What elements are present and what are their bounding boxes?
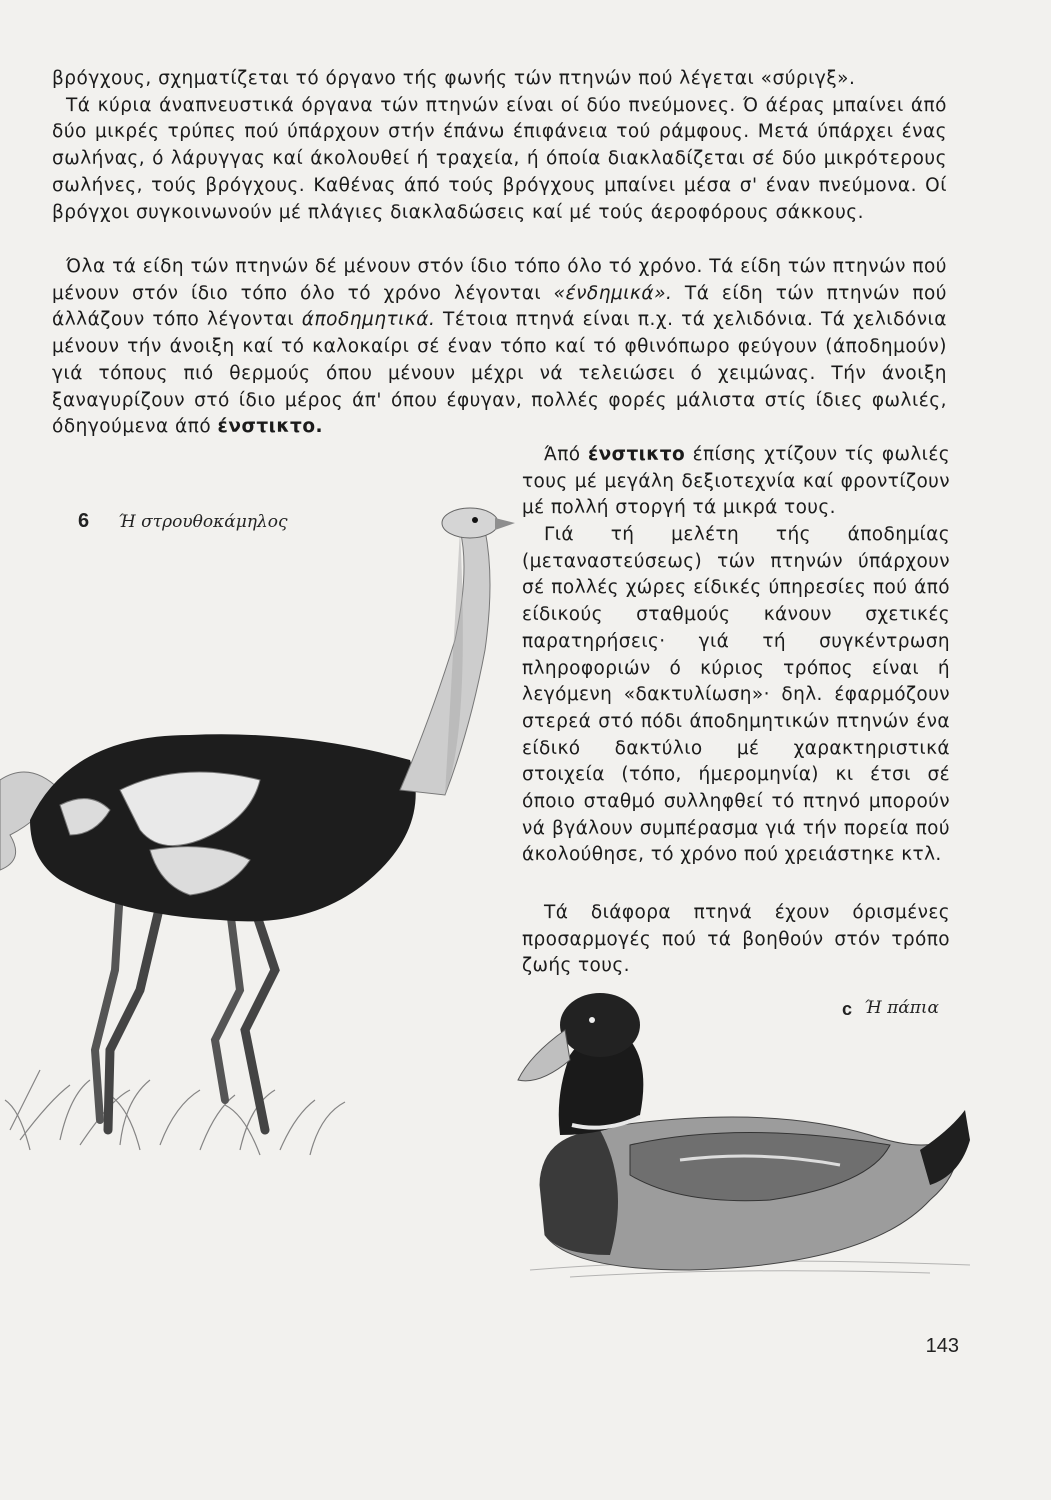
text-line-syrinx: βρόγχους, σχηματίζεται τό όργανο τής φωνής τών πτηνών πού λέγεται «σύριγξ». <box>52 68 856 89</box>
paragraph-ringing <box>522 522 950 869</box>
text-span: Όλα τά είδη τών πτηνών δέ μένουν στόν ίδιο τόπο όλο τό χρόνο. Τά είδη τών πτηνών πού μένουν στόν ίδιο τόπο όλο τό χρόνο λέγονται <box>52 256 947 304</box>
paragraph-migration <box>52 254 947 441</box>
page-number: 143 <box>925 1335 959 1357</box>
paragraph-adaptations <box>522 900 950 980</box>
text-span: Άπό <box>544 444 588 465</box>
figure-caption-ostrich: Ή στρουθοκάμηλος <box>118 512 288 532</box>
term-endemic: «ένδημικά». <box>553 282 673 304</box>
term-instinct-2: ένστικτο <box>587 444 686 465</box>
text-span: Τά είδη τών πτηνών πού άλλάζουν τόπο λέγονται <box>52 282 947 331</box>
duck-illustration <box>510 985 1020 1285</box>
figure-caption-duck: Ή πάπια <box>864 998 940 1018</box>
text-span: Τά διάφορα πτηνά έχουν όρισμένες προσαρμογές πού τά βοηθούν στόν τρόπο ζωής τους. <box>522 902 950 977</box>
text-span: έπίσης χτίζουν τίς φωλιές τους μέ μεγάλη δεξιοτεχνία καί φροντίζουν μέ πολλή στοργή τά μικρά τους. <box>522 444 950 519</box>
figure-number-duck: c <box>842 999 853 1019</box>
term-migratory: άποδημητικά. <box>301 309 436 331</box>
text-span: Γιά τή μελέτη τής άποδημίας (μεταναστεύσεως) τών πτηνών ύπάρχουν σέ πολλές χώρες είδικές ύπηρεσίες πού άπό είδικούς σταθμούς κάνουν σχετικές παρατηρήσεις· γιά τή συγκέντρωση πληροφοριών ό κύριος τρόπος είναι ή λεγόμενη «δακτυλίωση»· δηλ. έφαρμόζουν στερεά στό πόδι άποδημητικών πτηνών ένα είδικό δακτύλιο μέ χαρακτηριστικά στοιχεία (τόπο, ήμερομηνία) κι έτσι σέ όποιο σταθμό συλληφθεί τό πτηνό μπορούν νά βγάλουν συμπέρασμα γιά τήν πορεία πού άκολούθησε, τό χρόνο πού χρειάστηκε κτλ. <box>522 524 950 866</box>
ostrich-illustration <box>0 490 520 1170</box>
paragraph-nests <box>522 442 950 522</box>
paragraph-respiration <box>52 66 947 226</box>
text-lungs: Τά κύρια άναπνευστικά όργανα τών πτηνών είναι οί δύο πνεύμονες. Ό άέρας μπαίνει άπό δύο μικρές τρύπες πού ύπάρχουν στήν έπάνω έπιφάνεια τού ράμφους. Μετά ύπάρχει ένας σωλήνας, ό λάρυγγας καί άκολουθεί ή τραχεία, ή όποία διακλαδίζεται σέ δύο μικρότερους σωλήνες, τούς βρόγχους. Καθένας άπό τούς βρόγχους μπαίνει μέσα σ' έναν πνεύμονα. Οί βρόγχοι συγκοινωνούν μέ πλάγιες διακλαδώσεις καί μέ τούς άεροφόρους σάκκους. <box>52 94 947 223</box>
text-span: Τέτοια πτηνά είναι π.χ. τά χελιδόνια. Τά χελιδόνια μένουν τήν άνοιξη καί τό καλοκαίρι σέ έναν τόπο καί τό φθινόπωρο φεύγουν (άποδημούν) γιά τόπους πιό θερμούς όπου μένουν μέχρι νά τελειώσει ό χειμώνας. Τήν άνοιξη ξαναγυρίζουν στό ίδιο μέρος άπ' όπου έφυγαν, πολλές φορές μάλιστα στίς ίδιες φωλιές, όδηγούμενα άπό <box>52 309 947 438</box>
term-instinct: ένστικτο. <box>217 416 324 438</box>
figure-number-ostrich: 6 <box>78 510 90 532</box>
